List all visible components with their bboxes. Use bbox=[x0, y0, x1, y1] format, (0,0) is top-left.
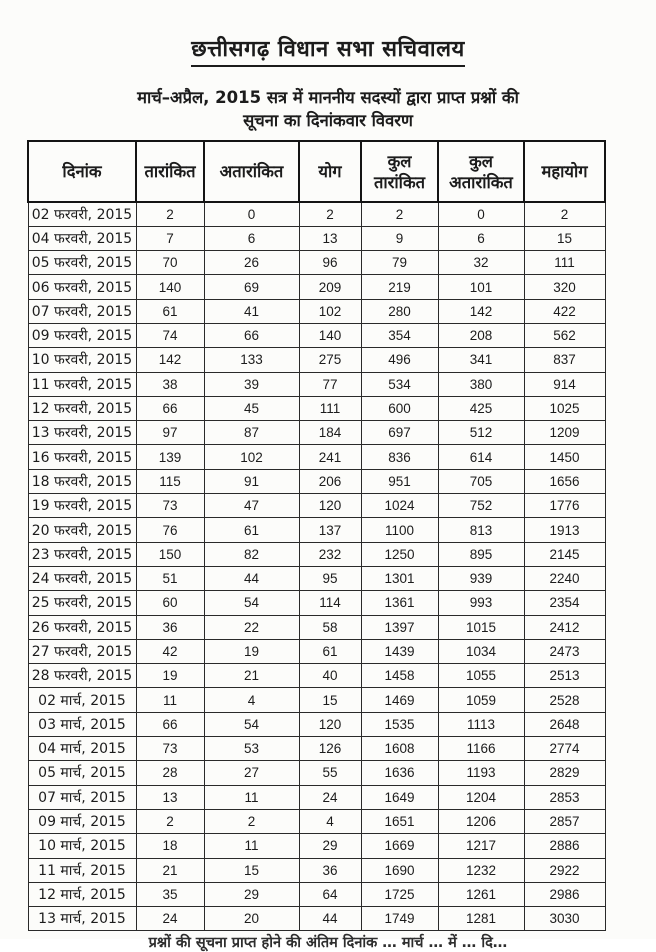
value-cell: 1166 bbox=[438, 737, 524, 761]
value-cell: 66 bbox=[136, 396, 204, 420]
value-cell: 2 bbox=[361, 202, 438, 226]
value-cell: 47 bbox=[204, 494, 299, 518]
date-cell: 10 मार्च, 2015 bbox=[28, 834, 136, 858]
column-header-4: कुल तारांकित bbox=[361, 141, 438, 202]
value-cell: 914 bbox=[524, 372, 605, 396]
table-row bbox=[28, 226, 605, 250]
value-cell: 496 bbox=[361, 348, 438, 372]
value-cell: 24 bbox=[136, 907, 204, 931]
value-cell: 13 bbox=[136, 785, 204, 809]
value-cell: 126 bbox=[299, 737, 361, 761]
value-cell: 1469 bbox=[361, 688, 438, 712]
value-cell: 15 bbox=[524, 226, 605, 250]
column-header-1: तारांकित bbox=[136, 141, 204, 202]
table-row bbox=[28, 469, 605, 493]
value-cell: 0 bbox=[204, 202, 299, 226]
value-cell: 534 bbox=[361, 372, 438, 396]
page-subtitle bbox=[0, 86, 656, 132]
value-cell: 102 bbox=[204, 445, 299, 469]
value-cell: 422 bbox=[524, 299, 605, 323]
date-cell: 27 फरवरी, 2015 bbox=[28, 639, 136, 663]
date-cell: 20 फरवरी, 2015 bbox=[28, 518, 136, 542]
table-row bbox=[28, 858, 605, 882]
value-cell: 1651 bbox=[361, 809, 438, 833]
date-cell: 05 फरवरी, 2015 bbox=[28, 251, 136, 275]
value-cell: 133 bbox=[204, 348, 299, 372]
value-cell: 1608 bbox=[361, 737, 438, 761]
value-cell: 1193 bbox=[438, 761, 524, 785]
value-cell: 1397 bbox=[361, 615, 438, 639]
value-cell: 44 bbox=[204, 566, 299, 590]
date-cell: 04 मार्च, 2015 bbox=[28, 737, 136, 761]
table-row bbox=[28, 372, 605, 396]
value-cell: 21 bbox=[204, 664, 299, 688]
value-cell: 9 bbox=[361, 226, 438, 250]
value-cell: 29 bbox=[204, 882, 299, 906]
date-cell: 28 फरवरी, 2015 bbox=[28, 664, 136, 688]
value-cell: 4 bbox=[299, 809, 361, 833]
value-cell: 209 bbox=[299, 275, 361, 299]
date-cell: 16 फरवरी, 2015 bbox=[28, 445, 136, 469]
value-cell: 139 bbox=[136, 445, 204, 469]
value-cell: 208 bbox=[438, 323, 524, 347]
value-cell: 2 bbox=[299, 202, 361, 226]
table-row bbox=[28, 421, 605, 445]
value-cell: 951 bbox=[361, 469, 438, 493]
value-cell: 1690 bbox=[361, 858, 438, 882]
value-cell: 61 bbox=[204, 518, 299, 542]
column-header-2: अतारांकित bbox=[204, 141, 299, 202]
value-cell: 1015 bbox=[438, 615, 524, 639]
value-cell: 697 bbox=[361, 421, 438, 445]
value-cell: 142 bbox=[438, 299, 524, 323]
value-cell: 45 bbox=[204, 396, 299, 420]
column-header-5: कुल अतारांकित bbox=[438, 141, 524, 202]
value-cell: 61 bbox=[299, 639, 361, 663]
value-cell: 1913 bbox=[524, 518, 605, 542]
value-cell: 1776 bbox=[524, 494, 605, 518]
value-cell: 51 bbox=[136, 566, 204, 590]
value-cell: 150 bbox=[136, 542, 204, 566]
date-cell: 24 फरवरी, 2015 bbox=[28, 566, 136, 590]
footer-note-clipped: प्रश्नों की सूचना प्राप्त होने की अंतिम दिनांक … मार्च … में … दि… bbox=[148, 935, 508, 951]
table-row bbox=[28, 712, 605, 736]
value-cell: 69 bbox=[204, 275, 299, 299]
value-cell: 111 bbox=[524, 251, 605, 275]
value-cell: 35 bbox=[136, 882, 204, 906]
subtitle-line-1: मार्च–अप्रैल, 2015 सत्र में माननीय सदस्यों द्वारा प्राप्त प्रश्नों की bbox=[137, 88, 519, 107]
table-row bbox=[28, 615, 605, 639]
value-cell: 40 bbox=[299, 664, 361, 688]
date-cell: 07 मार्च, 2015 bbox=[28, 785, 136, 809]
value-cell: 3030 bbox=[524, 907, 605, 931]
value-cell: 2853 bbox=[524, 785, 605, 809]
column-header-6: महायोग bbox=[524, 141, 605, 202]
value-cell: 101 bbox=[438, 275, 524, 299]
value-cell: 1232 bbox=[438, 858, 524, 882]
table-row bbox=[28, 323, 605, 347]
value-cell: 1439 bbox=[361, 639, 438, 663]
date-cell: 02 फरवरी, 2015 bbox=[28, 202, 136, 226]
value-cell: 232 bbox=[299, 542, 361, 566]
value-cell: 2528 bbox=[524, 688, 605, 712]
table-row bbox=[28, 251, 605, 275]
value-cell: 1113 bbox=[438, 712, 524, 736]
value-cell: 1055 bbox=[438, 664, 524, 688]
value-cell: 184 bbox=[299, 421, 361, 445]
value-cell: 2513 bbox=[524, 664, 605, 688]
value-cell: 2354 bbox=[524, 591, 605, 615]
value-cell: 2 bbox=[136, 809, 204, 833]
value-cell: 111 bbox=[299, 396, 361, 420]
value-cell: 1024 bbox=[361, 494, 438, 518]
value-cell: 82 bbox=[204, 542, 299, 566]
value-cell: 1034 bbox=[438, 639, 524, 663]
value-cell: 102 bbox=[299, 299, 361, 323]
table-row bbox=[28, 566, 605, 590]
value-cell: 0 bbox=[438, 202, 524, 226]
value-cell: 41 bbox=[204, 299, 299, 323]
table-row bbox=[28, 737, 605, 761]
value-cell: 1749 bbox=[361, 907, 438, 931]
table-row bbox=[28, 834, 605, 858]
value-cell: 77 bbox=[299, 372, 361, 396]
table-row bbox=[28, 639, 605, 663]
value-cell: 939 bbox=[438, 566, 524, 590]
value-cell: 837 bbox=[524, 348, 605, 372]
value-cell: 11 bbox=[204, 834, 299, 858]
date-cell: 03 मार्च, 2015 bbox=[28, 712, 136, 736]
value-cell: 2 bbox=[136, 202, 204, 226]
value-cell: 55 bbox=[299, 761, 361, 785]
date-cell: 11 मार्च, 2015 bbox=[28, 858, 136, 882]
value-cell: 562 bbox=[524, 323, 605, 347]
value-cell: 19 bbox=[204, 639, 299, 663]
value-cell: 2829 bbox=[524, 761, 605, 785]
value-cell: 21 bbox=[136, 858, 204, 882]
value-cell: 20 bbox=[204, 907, 299, 931]
table-row bbox=[28, 275, 605, 299]
table-row bbox=[28, 396, 605, 420]
date-cell: 12 मार्च, 2015 bbox=[28, 882, 136, 906]
value-cell: 1535 bbox=[361, 712, 438, 736]
table-row bbox=[28, 299, 605, 323]
value-cell: 280 bbox=[361, 299, 438, 323]
date-cell: 09 मार्च, 2015 bbox=[28, 809, 136, 833]
value-cell: 60 bbox=[136, 591, 204, 615]
subtitle-line-2: सूचना का दिनांकवार विवरण bbox=[243, 111, 413, 130]
date-cell: 13 फरवरी, 2015 bbox=[28, 421, 136, 445]
value-cell: 2 bbox=[524, 202, 605, 226]
value-cell: 36 bbox=[299, 858, 361, 882]
page-title-text: छत्तीसगढ़ विधान सभा सचिवालय bbox=[191, 37, 465, 67]
value-cell: 7 bbox=[136, 226, 204, 250]
value-cell: 66 bbox=[204, 323, 299, 347]
value-cell: 354 bbox=[361, 323, 438, 347]
value-cell: 1025 bbox=[524, 396, 605, 420]
value-cell: 36 bbox=[136, 615, 204, 639]
value-cell: 614 bbox=[438, 445, 524, 469]
value-cell: 1361 bbox=[361, 591, 438, 615]
value-cell: 11 bbox=[204, 785, 299, 809]
date-cell: 23 फरवरी, 2015 bbox=[28, 542, 136, 566]
value-cell: 2240 bbox=[524, 566, 605, 590]
table-body bbox=[28, 202, 605, 931]
value-cell: 27 bbox=[204, 761, 299, 785]
value-cell: 96 bbox=[299, 251, 361, 275]
date-cell: 06 फरवरी, 2015 bbox=[28, 275, 136, 299]
table-row bbox=[28, 348, 605, 372]
value-cell: 320 bbox=[524, 275, 605, 299]
value-cell: 1204 bbox=[438, 785, 524, 809]
value-cell: 2774 bbox=[524, 737, 605, 761]
column-header-0: दिनांक bbox=[28, 141, 136, 202]
value-cell: 2 bbox=[204, 809, 299, 833]
value-cell: 2922 bbox=[524, 858, 605, 882]
table-row bbox=[28, 688, 605, 712]
table-row bbox=[28, 907, 605, 931]
value-cell: 1450 bbox=[524, 445, 605, 469]
date-cell: 05 मार्च, 2015 bbox=[28, 761, 136, 785]
table-header-row bbox=[28, 141, 605, 202]
value-cell: 140 bbox=[136, 275, 204, 299]
date-cell: 13 मार्च, 2015 bbox=[28, 907, 136, 931]
value-cell: 120 bbox=[299, 712, 361, 736]
value-cell: 76 bbox=[136, 518, 204, 542]
table-row bbox=[28, 542, 605, 566]
value-cell: 1669 bbox=[361, 834, 438, 858]
value-cell: 11 bbox=[136, 688, 204, 712]
value-cell: 1656 bbox=[524, 469, 605, 493]
value-cell: 2145 bbox=[524, 542, 605, 566]
value-cell: 19 bbox=[136, 664, 204, 688]
value-cell: 1649 bbox=[361, 785, 438, 809]
value-cell: 6 bbox=[204, 226, 299, 250]
value-cell: 1059 bbox=[438, 688, 524, 712]
table-row bbox=[28, 809, 605, 833]
table-row bbox=[28, 664, 605, 688]
value-cell: 341 bbox=[438, 348, 524, 372]
date-cell: 25 फरवरी, 2015 bbox=[28, 591, 136, 615]
value-cell: 32 bbox=[438, 251, 524, 275]
column-header-3: योग bbox=[299, 141, 361, 202]
table-row bbox=[28, 591, 605, 615]
date-cell: 18 फरवरी, 2015 bbox=[28, 469, 136, 493]
value-cell: 1217 bbox=[438, 834, 524, 858]
table-row bbox=[28, 202, 605, 226]
value-cell: 6 bbox=[438, 226, 524, 250]
value-cell: 120 bbox=[299, 494, 361, 518]
value-cell: 53 bbox=[204, 737, 299, 761]
value-cell: 18 bbox=[136, 834, 204, 858]
value-cell: 4 bbox=[204, 688, 299, 712]
value-cell: 15 bbox=[299, 688, 361, 712]
value-cell: 97 bbox=[136, 421, 204, 445]
date-cell: 04 फरवरी, 2015 bbox=[28, 226, 136, 250]
value-cell: 29 bbox=[299, 834, 361, 858]
date-cell: 09 फरवरी, 2015 bbox=[28, 323, 136, 347]
value-cell: 54 bbox=[204, 591, 299, 615]
value-cell: 1281 bbox=[438, 907, 524, 931]
value-cell: 91 bbox=[204, 469, 299, 493]
value-cell: 39 bbox=[204, 372, 299, 396]
value-cell: 15 bbox=[204, 858, 299, 882]
table-row bbox=[28, 445, 605, 469]
value-cell: 895 bbox=[438, 542, 524, 566]
value-cell: 512 bbox=[438, 421, 524, 445]
value-cell: 1261 bbox=[438, 882, 524, 906]
value-cell: 600 bbox=[361, 396, 438, 420]
value-cell: 22 bbox=[204, 615, 299, 639]
value-cell: 219 bbox=[361, 275, 438, 299]
table-row bbox=[28, 494, 605, 518]
value-cell: 79 bbox=[361, 251, 438, 275]
date-cell: 11 फरवरी, 2015 bbox=[28, 372, 136, 396]
value-cell: 140 bbox=[299, 323, 361, 347]
value-cell: 241 bbox=[299, 445, 361, 469]
value-cell: 275 bbox=[299, 348, 361, 372]
value-cell: 705 bbox=[438, 469, 524, 493]
table-row bbox=[28, 518, 605, 542]
page-title bbox=[0, 33, 656, 63]
value-cell: 73 bbox=[136, 494, 204, 518]
value-cell: 64 bbox=[299, 882, 361, 906]
table-row bbox=[28, 761, 605, 785]
table-row bbox=[28, 785, 605, 809]
value-cell: 2857 bbox=[524, 809, 605, 833]
value-cell: 137 bbox=[299, 518, 361, 542]
value-cell: 74 bbox=[136, 323, 204, 347]
value-cell: 54 bbox=[204, 712, 299, 736]
value-cell: 70 bbox=[136, 251, 204, 275]
value-cell: 26 bbox=[204, 251, 299, 275]
value-cell: 380 bbox=[438, 372, 524, 396]
value-cell: 66 bbox=[136, 712, 204, 736]
value-cell: 73 bbox=[136, 737, 204, 761]
table-row bbox=[28, 882, 605, 906]
value-cell: 87 bbox=[204, 421, 299, 445]
date-cell: 26 फरवरी, 2015 bbox=[28, 615, 136, 639]
value-cell: 44 bbox=[299, 907, 361, 931]
value-cell: 752 bbox=[438, 494, 524, 518]
value-cell: 1301 bbox=[361, 566, 438, 590]
value-cell: 95 bbox=[299, 566, 361, 590]
date-cell: 02 मार्च, 2015 bbox=[28, 688, 136, 712]
date-cell: 07 फरवरी, 2015 bbox=[28, 299, 136, 323]
value-cell: 1250 bbox=[361, 542, 438, 566]
value-cell: 1725 bbox=[361, 882, 438, 906]
value-cell: 2648 bbox=[524, 712, 605, 736]
value-cell: 2473 bbox=[524, 639, 605, 663]
value-cell: 1100 bbox=[361, 518, 438, 542]
questions-table bbox=[27, 140, 606, 931]
date-cell: 12 फरवरी, 2015 bbox=[28, 396, 136, 420]
value-cell: 38 bbox=[136, 372, 204, 396]
value-cell: 2986 bbox=[524, 882, 605, 906]
value-cell: 1209 bbox=[524, 421, 605, 445]
date-cell: 19 फरवरी, 2015 bbox=[28, 494, 136, 518]
value-cell: 115 bbox=[136, 469, 204, 493]
value-cell: 58 bbox=[299, 615, 361, 639]
date-cell: 10 फरवरी, 2015 bbox=[28, 348, 136, 372]
value-cell: 114 bbox=[299, 591, 361, 615]
value-cell: 813 bbox=[438, 518, 524, 542]
value-cell: 1206 bbox=[438, 809, 524, 833]
value-cell: 1636 bbox=[361, 761, 438, 785]
value-cell: 993 bbox=[438, 591, 524, 615]
value-cell: 24 bbox=[299, 785, 361, 809]
value-cell: 425 bbox=[438, 396, 524, 420]
value-cell: 42 bbox=[136, 639, 204, 663]
value-cell: 206 bbox=[299, 469, 361, 493]
value-cell: 13 bbox=[299, 226, 361, 250]
value-cell: 2886 bbox=[524, 834, 605, 858]
value-cell: 61 bbox=[136, 299, 204, 323]
value-cell: 2412 bbox=[524, 615, 605, 639]
value-cell: 836 bbox=[361, 445, 438, 469]
value-cell: 142 bbox=[136, 348, 204, 372]
value-cell: 1458 bbox=[361, 664, 438, 688]
value-cell: 28 bbox=[136, 761, 204, 785]
